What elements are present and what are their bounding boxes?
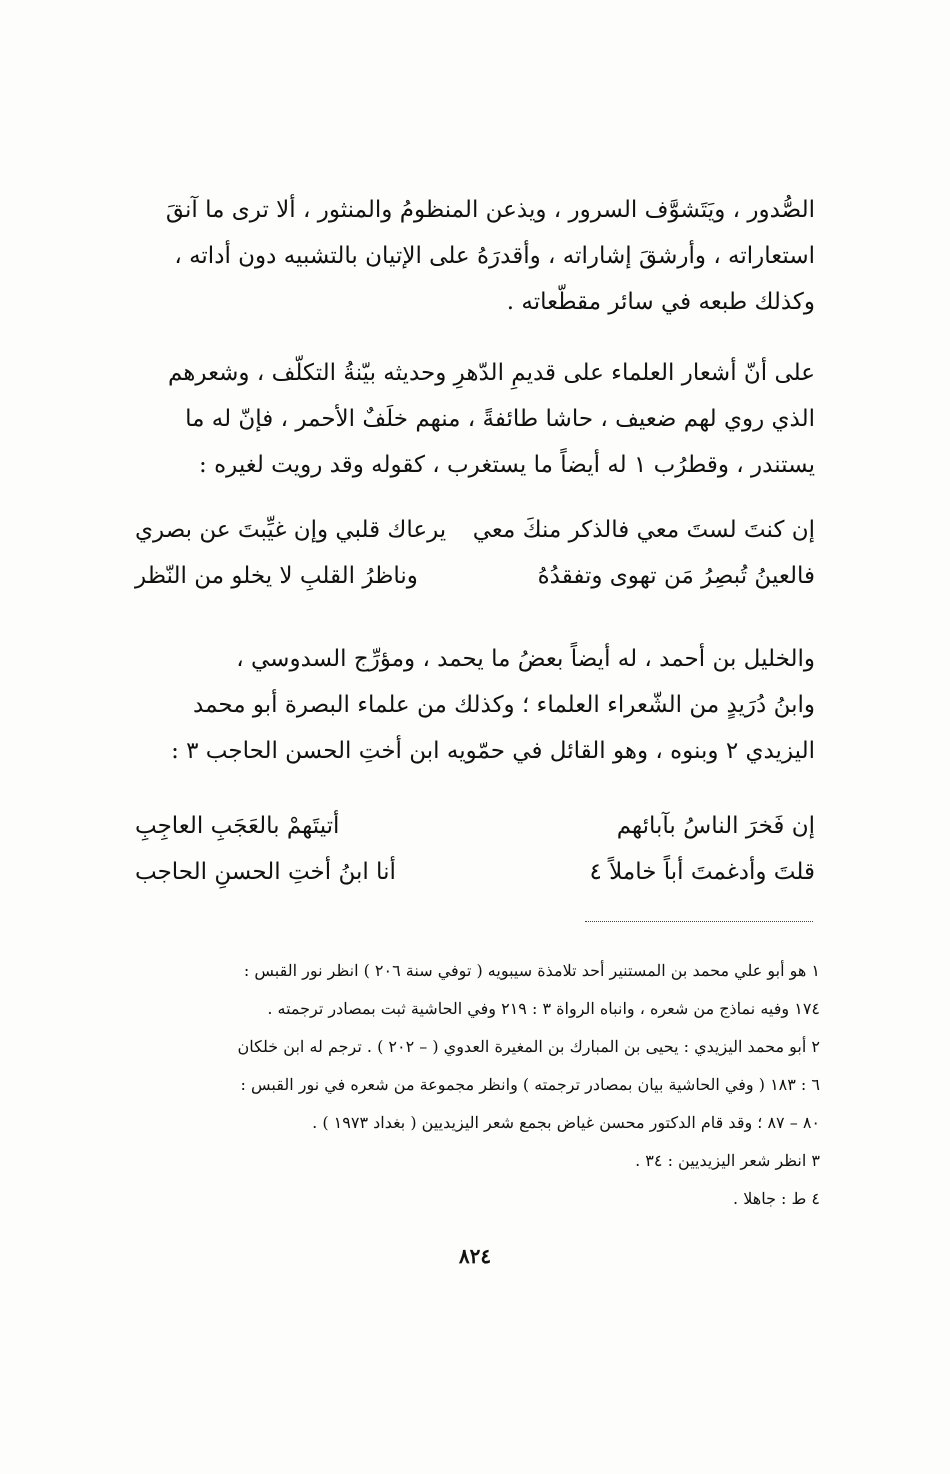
footnote-2-line: ٨٠ – ٨٧ ؛ وقد قام الدكتور محسن غياض بجمع شعر اليزيديين ( بغداد ١٩٧٣ ) . [312,1113,820,1132]
footnotes [128,952,820,1218]
verse-hemistich-second: يرعاك قلبي وإن غيِّبتَ عن بصري [135,517,447,543]
text-line: اليزيدي ٢ وبنوه ، وهو القائل في حمّويه ابن أختِ الحسن الحاجب ٣ : [171,738,815,764]
verse-row [135,553,815,599]
text-line: الذي روي لهم ضعيف ، حاشا طائفةً ، منهم خلَفٌ الأحمر ، فإنّ له ما [185,406,815,432]
page-number: ٨٢٤ [458,1244,492,1268]
footnote-1-line: ١٧٤ وفيه نماذج من شعره ، وانباه الرواة ٣ : ٢١٩ وفي الحاشية ثبت بمصادر ترجمته . [267,999,820,1018]
text-line: استعاراته ، وأرشقَ إشاراته ، وأقدرَهُ على الإتيان بالتشبيه دون أداته ، [174,243,815,269]
text-line: وابنُ دُرَيدٍ من الشّعراء العلماء ؛ وكذلك من علماء البصرة أبو محمد [193,692,815,718]
footnote-3-line: ٣ انظر شعر اليزيديين : ٣٤ . [635,1151,820,1170]
verse-row [135,849,815,895]
paragraph-1 [135,187,815,325]
paragraph-3 [135,636,815,774]
paragraph-2 [135,350,815,488]
footnote-4-line: ٤ ط : جاهلا . [733,1189,820,1208]
footnote-divider [585,921,813,922]
footnote-2-line: ٢ أبو محمد اليزيدي : يحيى بن المبارك بن المغيرة العدوي ( – ٢٠٢ ) . ترجم له ابن خلكان [237,1037,820,1056]
verse-row [135,507,815,553]
verse-hemistich-second: أتيتَهمْ بالعَجَبِ العاجِبِ [135,813,340,839]
verse-hemistich-first: فالعينُ تُبصِرُ مَن تهوى وتفقدُهُ [537,563,815,589]
verse-block-2 [135,803,815,895]
verse-hemistich-first: إن فَخرَ الناسُ بآبائهم [616,813,815,839]
verse-row [135,803,815,849]
verse-hemistich-second: أنا ابنُ أختِ الحسنِ الحاجب [135,859,396,885]
verse-hemistich-first: إن كنتَ لستَ معي فالذكر منكَ معي [472,517,815,543]
text-line: والخليل بن أحمد ، له أيضاً بعضُ ما يحمد ، ومؤرِّج السدوسي ، [236,646,815,672]
footnote-2-line: ٦ : ١٨٣ ( وفي الحاشية بيان بمصادر ترجمته ) وانظر مجموعة من شعره في نور القبس : [240,1075,820,1094]
verse-block-1 [135,507,815,599]
text-line: يستندر ، وقطرُب ١ له أيضاً ما يستغرب ، كقوله وقد رويت لغيره : [199,452,815,478]
footnote-1-line: ١ هو أبو علي محمد بن المستنير أحد تلامذة سيبويه ( توفي سنة ٢٠٦ ) انظر نور القبس : [243,961,820,980]
verse-hemistich-second: وناظرُ القلبِ لا يخلو من النّظر [135,563,418,589]
text-line: على أنّ أشعار العلماء على قديمِ الدّهرِ وحديثه بيّنةُ التكلّف ، وشعرهم [167,360,815,386]
verse-hemistich-first: قلتَ وأدغمتَ أباً خاملاً ٤ [589,859,815,885]
text-line: الصُّدور ، ويَتَشوَّف السرور ، ويذعن المنظومُ والمنثور ، ألا ترى ما آنقَ [165,197,815,223]
text-line: وكذلك طبعه في سائر مقطّعاته . [506,289,815,315]
